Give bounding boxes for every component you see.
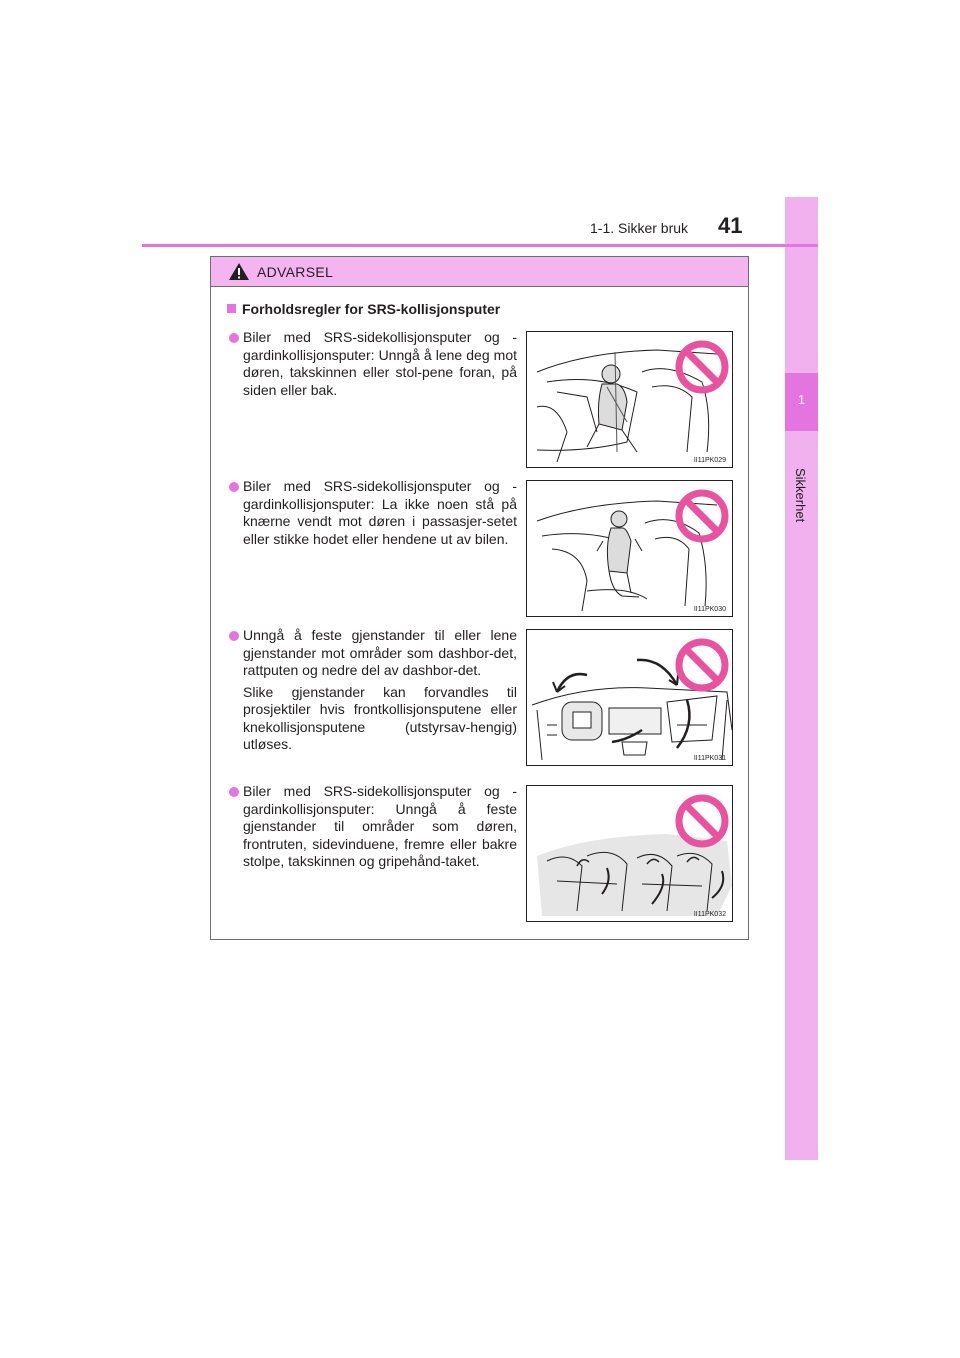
warning-title: ADVARSEL [257, 264, 334, 280]
chapter-label: Sikkerhet [793, 468, 808, 523]
list-item [229, 627, 517, 754]
chapter-number: 1 [797, 392, 806, 407]
section-title: 1-1. Sikker bruk [590, 220, 689, 236]
item-text: Biler med SRS-sidekollisjonsputer og -gardinkollisjonsputer: Unngå å feste gjenstander til områder som døren, frontruten, sidevinduene, fremre eller bakre stolpe, takskinnen og gripehånd-taket. [243, 783, 517, 869]
illustration-kneel-seat [526, 480, 733, 617]
figure-code: II11PK032 [693, 911, 726, 918]
item-text: Biler med SRS-sidekollisjonsputer og -gardinkollisjonsputer: Unngå å lene deg mot døren, takskinnen eller stol-pene foran, på siden eller bak. [243, 329, 517, 398]
illustration-lean-door [526, 331, 733, 468]
item-text: Biler med SRS-sidekollisjonsputer og -gardinkollisjonsputer: La ikke noen stå på knærne vendt mot døren i passasjer-setet eller stikke hodet eller hendene ut av bilen. [243, 478, 517, 547]
subheading-text: Forholdsregler for SRS-kollisjonsputer [242, 301, 501, 317]
prohibition-icon [675, 340, 729, 394]
prohibition-icon [675, 794, 729, 848]
warning-header [211, 257, 748, 287]
chapter-side-tab [785, 197, 818, 1160]
warning-box [210, 256, 749, 940]
header-rule [142, 244, 818, 247]
list-item [229, 783, 517, 871]
list-item [229, 478, 517, 548]
bullet-icon [229, 333, 239, 343]
figure-code: II11PK029 [693, 457, 726, 464]
item-text: Slike gjenstander kan forvandles til prosjektiler hvis frontkollisjonsputene eller knekollisjonsputene (utstyrsav-hengig) utløses. [243, 683, 517, 752]
list-item [229, 329, 517, 399]
illustration-dashboard [526, 629, 733, 766]
illustration-cabin-interior [526, 785, 733, 922]
figure-code: II11PK030 [693, 606, 726, 613]
page-number: 41 [718, 213, 743, 238]
prohibition-icon [675, 638, 729, 692]
figure-code: II11PK031 [693, 755, 726, 762]
prohibition-icon [675, 489, 729, 543]
square-bullet-icon [227, 304, 236, 313]
bullet-icon [229, 482, 239, 492]
item-text: Unngå å feste gjenstander til eller lene gjenstander mot områder som dashbor-det, rattputen og nedre del av dashbor-det. [243, 627, 517, 678]
warning-subheading [227, 301, 500, 317]
bullet-icon [229, 631, 239, 641]
bullet-icon [229, 787, 239, 797]
warning-triangle-icon [228, 262, 250, 281]
